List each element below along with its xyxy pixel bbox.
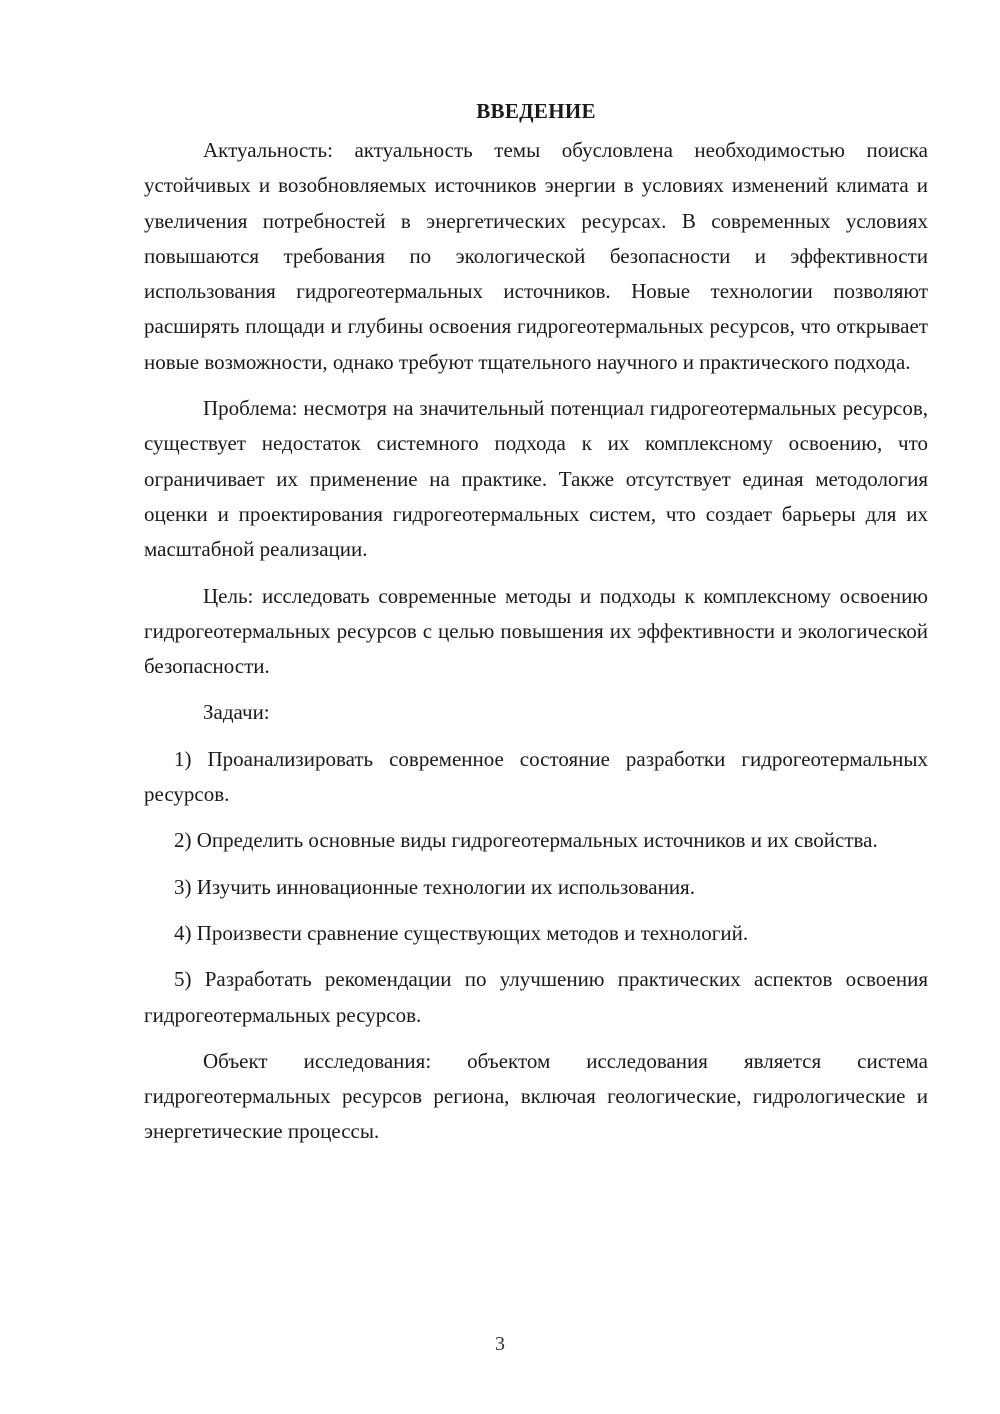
task-item-1: 1) Проанализировать современное состояние разработки гидрогеотермальных ресурсов.: [144, 746, 928, 807]
task-item-3: 3) Изучить инновационные технологии их использования.: [174, 874, 695, 899]
problem-paragraph: Проблема: несмотря на значительный потенциал гидрогеотермальных ресурсов, существует недостаток системного подхода к их комплексному освоению, что ограничивает их применение на практике. Также отсутствует единая методология оценки и проектирования гидрогеотермальных систем, что создает барьеры для их масштабной реализации.: [144, 396, 928, 562]
document-page: [144, 94, 928, 1161]
task-item-2: 2) Определить основные виды гидрогеотермальных источников и их свойства.: [174, 828, 878, 853]
goal-paragraph: Цель: исследовать современные методы и подходы к комплексному освоению гидрогеотермальных ресурсов с целью повышения их эффективности и экологической безопасности.: [144, 583, 928, 679]
task-item-4: 4) Произвести сравнение существующих методов и технологий.: [174, 920, 749, 945]
tasks-label: Задачи:: [203, 700, 270, 725]
relevance-paragraph: Актуальность: актуальность темы обусловлена необходимостью поиска устойчивых и возобновляемых источников энергии в условиях изменений климата и увеличения потребностей в энергетических ресурсах. В современных условиях повышаются требования по экологической безопасности и эффективности использования гидрогеотермальных источников. Новые технологии позволяют расширять площади и глубины освоения гидрогеотермальных ресурсов, что открывает новые возможности, однако требуют тщательного научного и практического подхода.: [144, 138, 928, 374]
section-heading: ВВЕДЕНИЕ: [476, 99, 596, 123]
task-item-5: 5) Разработать рекомендации по улучшению практических аспектов освоения гидрогеотермальных ресурсов.: [144, 967, 928, 1027]
object-paragraph: Объект исследования: объектом исследования является система гидрогеотермальных ресурсов региона, включая геологические, гидрологические и энергетические процессы.: [144, 1048, 928, 1144]
page-number: 3: [495, 1333, 505, 1355]
